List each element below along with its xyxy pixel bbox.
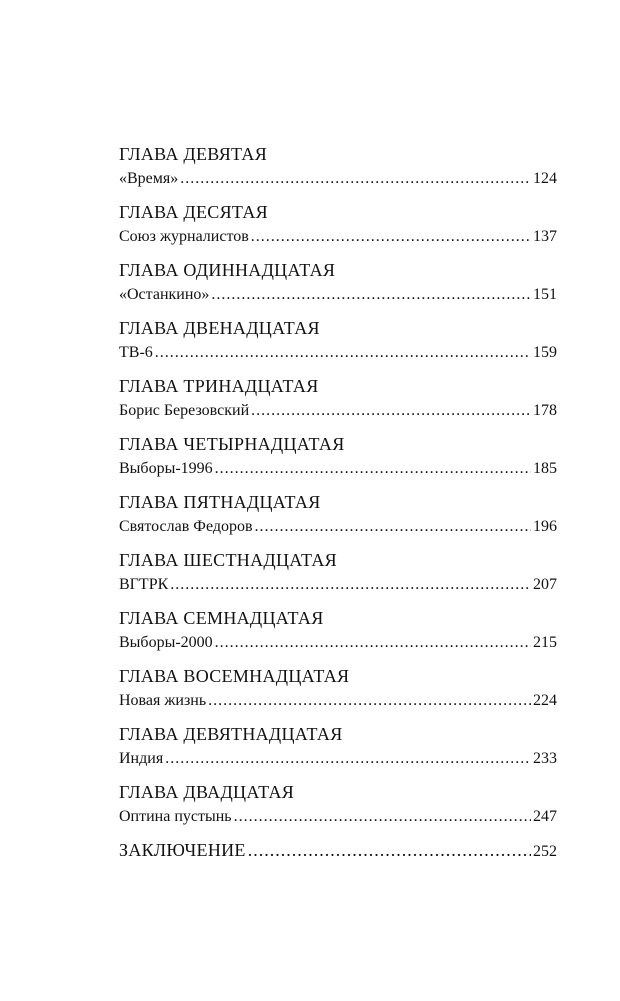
page-number: 159: [533, 344, 557, 361]
toc-entry-chapter-9: [119, 143, 557, 190]
chapter-heading: ГЛАВА СЕМНАДЦАТАЯ: [119, 608, 324, 628]
toc-line[interactable]: [119, 516, 557, 538]
dot-leader: [251, 400, 531, 422]
toc-entry-chapter-16: [119, 549, 557, 596]
dot-leader: [251, 226, 531, 248]
dot-leader: [208, 690, 531, 712]
chapter-title: ТВ-6: [119, 344, 153, 361]
chapter-heading: ГЛАВА ПЯТНАДЦАТАЯ: [119, 492, 321, 512]
dot-leader: [255, 516, 531, 538]
toc-line[interactable]: [119, 690, 557, 712]
chapter-title: Союз журналистов: [119, 228, 249, 245]
dot-leader: [165, 748, 531, 770]
toc-line[interactable]: [119, 400, 557, 422]
toc-line[interactable]: [119, 168, 557, 190]
chapter-title: «Время»: [119, 170, 179, 187]
page-number: 185: [533, 460, 557, 477]
chapter-title: Новая жизнь: [119, 692, 207, 709]
page-number: 137: [533, 228, 557, 245]
toc-entry-chapter-17: [119, 607, 557, 654]
page-number: 151: [533, 286, 557, 303]
chapter-title: Оптина пустынь: [119, 808, 232, 825]
chapter-heading: ГЛАВА ВОСЕМНАДЦАТАЯ: [119, 666, 350, 686]
chapter-title: ВГТРК: [119, 576, 169, 593]
dot-leader: [248, 839, 531, 861]
toc-entry-chapter-13: [119, 375, 557, 422]
dot-leader: [211, 284, 531, 306]
page-number: 252: [533, 843, 557, 860]
toc-line[interactable]: [119, 839, 557, 861]
chapter-heading: ГЛАВА ТРИНАДЦАТАЯ: [119, 376, 319, 396]
dot-leader: [170, 574, 531, 596]
dot-leader: [155, 342, 531, 364]
toc-entry-chapter-11: [119, 259, 557, 306]
toc-line[interactable]: [119, 458, 557, 480]
page-number: 215: [533, 634, 557, 651]
chapter-heading: ГЛАВА ДВАДЦАТАЯ: [119, 782, 295, 802]
chapter-heading: ГЛАВА ДЕВЯТАЯ: [119, 144, 268, 164]
chapter-title: «Останкино»: [119, 286, 210, 303]
toc-line[interactable]: [119, 342, 557, 364]
toc-entry-chapter-20: [119, 781, 557, 828]
page-number: 178: [533, 402, 557, 419]
chapter-heading: ГЛАВА ДЕВЯТНАДЦАТАЯ: [119, 724, 343, 744]
chapter-heading: ГЛАВА ЧЕТЫРНАДЦАТАЯ: [119, 434, 345, 454]
page-number: 233: [533, 750, 557, 767]
page-number: 207: [533, 576, 557, 593]
page-number: 196: [533, 518, 557, 535]
toc-entry-chapter-18: [119, 665, 557, 712]
dot-leader: [180, 168, 531, 190]
table-of-contents: [119, 143, 557, 872]
toc-entry-chapter-14: [119, 433, 557, 480]
toc-entry-chapter-19: [119, 723, 557, 770]
chapter-title: Святослав Федоров: [119, 518, 253, 535]
dot-leader: [215, 632, 531, 654]
page-number: 247: [533, 808, 557, 825]
toc-entry-chapter-10: [119, 201, 557, 248]
chapter-heading: ГЛАВА ДВЕНАДЦАТАЯ: [119, 318, 320, 338]
chapter-title: Борис Березовский: [119, 402, 250, 419]
chapter-heading: ГЛАВА ДЕСЯТАЯ: [119, 202, 268, 222]
chapter-heading: ГЛАВА ОДИННАДЦАТАЯ: [119, 260, 336, 280]
page-number: 224: [533, 692, 557, 709]
toc-line[interactable]: [119, 748, 557, 770]
toc-line[interactable]: [119, 574, 557, 596]
toc-line[interactable]: [119, 284, 557, 306]
toc-line[interactable]: [119, 806, 557, 828]
dot-leader: [215, 458, 531, 480]
toc-entry-chapter-15: [119, 491, 557, 538]
toc-entry-conclusion: [119, 839, 557, 861]
chapter-title: Индия: [119, 750, 164, 767]
chapter-title: Выборы-2000: [119, 634, 213, 651]
conclusion-title: ЗАКЛЮЧЕНИЕ: [119, 840, 246, 860]
chapter-heading: ГЛАВА ШЕСТНАДЦАТАЯ: [119, 550, 337, 570]
page-number: 124: [533, 170, 557, 187]
toc-line[interactable]: [119, 226, 557, 248]
chapter-title: Выборы-1996: [119, 460, 213, 477]
toc-line[interactable]: [119, 632, 557, 654]
dot-leader: [234, 806, 531, 828]
toc-entry-chapter-12: [119, 317, 557, 364]
